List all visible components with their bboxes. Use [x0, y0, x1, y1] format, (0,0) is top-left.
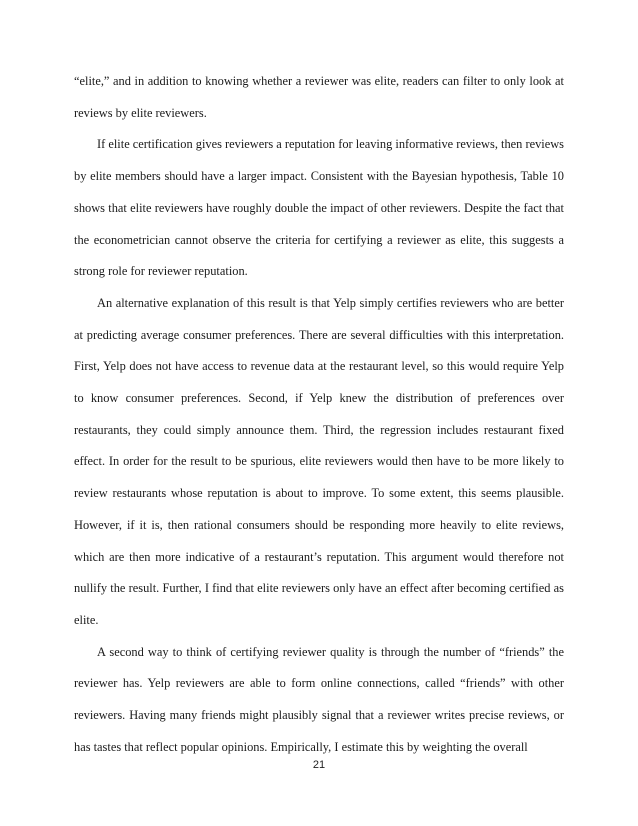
paragraph-1: “elite,” and in addition to knowing whether a reviewer was elite, readers can filter to only look at reviews by elite reviewers.: [74, 74, 564, 120]
page-number: 21: [312, 759, 326, 771]
paragraph-3: An alternative explanation of this result is that Yelp simply certifies reviewers who are better at predicting average consumer preferences. There are several difficulties with this interpretation. First, Yelp does not have access to revenue data at the restaurant level, so this would require Yelp to know consumer preferences. Second, if Yelp knew the distribution of preferences over restaurants, they could simply announce them. Third, the regression includes restaurant fixed effect. In order for the result to be spurious, elite reviewers would then have to be more likely to review restaurants whose reputation is about to improve. To some extent, this seems plausible. However, if it is, then rational consumers should be responding more heavily to elite reviews, which are then more indicative of a restaurant’s reputation. This argument would therefore not nullify the result. Further, I find that elite reviewers only have an effect after becoming certified as elite.: [74, 295, 564, 627]
paragraph-4: A second way to think of certifying reviewer quality is through the number of “friends” the reviewer has. Yelp reviewers are able to form online connections, called “friends” with other reviewers. Having many friends might plausibly signal that a reviewer writes precise reviews, or has tastes that reflect popular opinions. Empirically, I estimate this by weighting the overall: [74, 644, 564, 754]
body-text: [74, 66, 564, 763]
paragraph-2: If elite certification gives reviewers a reputation for leaving informative reviews, then reviews by elite members should have a larger impact. Consistent with the Bayesian hypothesis, Table 10 shows that elite reviewers have roughly double the impact of other reviewers. Despite the fact that the econometrician cannot observe the criteria for certifying a reviewer as elite, this suggests a strong role for reviewer reputation.: [74, 137, 564, 279]
